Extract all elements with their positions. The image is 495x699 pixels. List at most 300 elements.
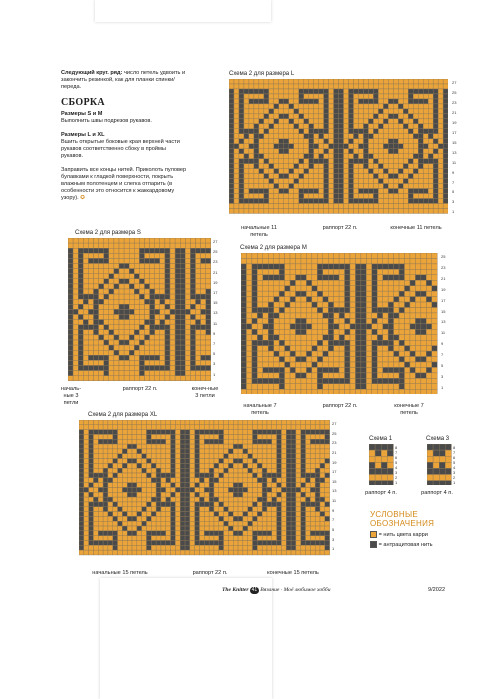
stitch-cell xyxy=(259,194,264,199)
stitch-cell xyxy=(286,497,291,502)
stitch-cell xyxy=(289,84,294,89)
stitch-cell xyxy=(415,264,420,269)
stitch-cell xyxy=(252,329,257,334)
stitch-cell xyxy=(274,324,279,329)
stitch-cell xyxy=(279,94,284,99)
stitch-cell xyxy=(252,346,257,351)
stitch-cell xyxy=(151,550,156,555)
stitch-cell xyxy=(294,189,299,194)
stitch-cell xyxy=(366,269,371,274)
stitch-cell xyxy=(279,164,284,169)
stitch-cell xyxy=(252,253,257,258)
stitch-cell xyxy=(89,497,94,502)
stitch-cell xyxy=(329,119,334,124)
stitch-cell xyxy=(254,119,259,124)
stitch-cell xyxy=(249,199,254,204)
stitch-cell xyxy=(286,521,291,526)
stitch-cell xyxy=(253,420,258,425)
stitch-cell xyxy=(252,280,257,285)
stitch-cell xyxy=(88,274,93,279)
stitch-cell xyxy=(262,531,267,536)
stitch-cell xyxy=(358,184,363,189)
stitch-cell xyxy=(294,169,299,174)
stitch-cell xyxy=(378,144,383,149)
stitch-cell xyxy=(309,174,314,179)
stitch-cell xyxy=(306,253,311,258)
stitch-cell xyxy=(315,449,320,454)
stitch-cell xyxy=(234,179,239,184)
stitch-cell xyxy=(294,164,299,169)
stitch-cell xyxy=(268,362,273,367)
stitch-cell xyxy=(145,371,150,376)
stitch-cell xyxy=(132,425,137,430)
stitch-cell xyxy=(317,286,322,291)
stitch-cell xyxy=(248,531,253,536)
stitch-cell xyxy=(263,280,268,285)
stitch-cell xyxy=(244,114,249,119)
stitch-cell xyxy=(310,468,315,473)
stitch-cell xyxy=(134,269,139,274)
stitch-cell xyxy=(272,434,277,439)
stitch-cell xyxy=(301,329,306,334)
stitch-cell xyxy=(209,468,214,473)
stitch-cell xyxy=(248,430,253,435)
stitch-cell xyxy=(109,248,114,253)
stitch-cell xyxy=(224,444,229,449)
stitch-cell xyxy=(339,389,344,394)
stitch-cell xyxy=(388,367,393,372)
stitch-cell xyxy=(196,360,201,365)
stitch-cell xyxy=(155,330,160,335)
stitch-cell xyxy=(291,468,296,473)
stitch-cell xyxy=(350,362,355,367)
stitch-cell xyxy=(146,512,151,517)
stitch-cell xyxy=(373,169,378,174)
stitch-cell xyxy=(329,134,334,139)
stitch-cell xyxy=(317,378,322,383)
stitch-cell xyxy=(248,463,253,468)
stitch-cell xyxy=(269,174,274,179)
stitch-cell xyxy=(269,149,274,154)
stitch-cell xyxy=(426,297,431,302)
stitch-cell xyxy=(314,114,319,119)
stitch-cell xyxy=(350,269,355,274)
stitch-cell xyxy=(377,324,382,329)
stitch-cell xyxy=(190,516,195,521)
stitch-cell xyxy=(200,512,205,517)
stitch-cell xyxy=(83,315,88,320)
stitch-cell xyxy=(315,516,320,521)
stitch-cell xyxy=(363,99,368,104)
row-number: 1 xyxy=(453,480,456,485)
stitch-cell xyxy=(98,492,103,497)
stitch-cell xyxy=(156,483,161,488)
stitch-cell xyxy=(124,304,129,309)
stitch-cell xyxy=(224,536,229,541)
stitch-cell xyxy=(393,189,398,194)
stitch-cell xyxy=(289,94,294,99)
stitch-cell xyxy=(257,318,262,323)
stitch-cell xyxy=(325,497,330,502)
stitch-cell xyxy=(323,335,328,340)
stitch-cell xyxy=(93,516,98,521)
stitch-cell xyxy=(171,439,176,444)
stitch-cell xyxy=(394,291,399,296)
stitch-cell xyxy=(372,357,377,362)
stitch-cell xyxy=(334,357,339,362)
stitch-cell xyxy=(190,309,195,314)
stitch-cell xyxy=(306,297,311,302)
stitch-cell xyxy=(161,425,166,430)
stitch-cell xyxy=(291,449,296,454)
stitch-cell xyxy=(156,463,161,468)
stitch-cell xyxy=(94,253,99,258)
stitch-cell xyxy=(306,286,311,291)
stitch-cell xyxy=(394,308,399,313)
stitch-cell xyxy=(257,531,262,536)
stitch-cell xyxy=(277,512,282,517)
stitch-cell xyxy=(443,184,448,189)
stitch-cell xyxy=(248,536,253,541)
stitch-cell xyxy=(377,318,382,323)
stitch-cell xyxy=(394,340,399,345)
stitch-cell xyxy=(156,473,161,478)
stitch-cell xyxy=(127,449,132,454)
stitch-cell xyxy=(224,478,229,483)
stitch-cell xyxy=(274,351,279,356)
stitch-cell xyxy=(306,430,311,435)
stitch-cell xyxy=(304,149,309,154)
stitch-cell xyxy=(155,366,160,371)
stitch-cell xyxy=(358,154,363,159)
stitch-cell xyxy=(239,119,244,124)
stitch-cell xyxy=(428,114,433,119)
stitch-cell xyxy=(393,119,398,124)
stitch-cell xyxy=(151,545,156,550)
stitch-cell xyxy=(279,269,284,274)
stitch-cell xyxy=(132,531,137,536)
stitch-cell xyxy=(262,468,267,473)
stitch-cell xyxy=(264,208,269,213)
stitch-cell xyxy=(156,545,161,550)
stitch-cell xyxy=(361,302,366,307)
stitch-cell xyxy=(180,340,185,345)
stitch-cell xyxy=(259,129,264,134)
stitch-cell xyxy=(262,420,267,425)
stitch-cell xyxy=(350,275,355,280)
stitch-cell xyxy=(248,487,253,492)
stitch-cell xyxy=(399,280,404,285)
stitch-cell xyxy=(296,492,301,497)
stitch-cell xyxy=(405,286,410,291)
stitch-cell xyxy=(328,357,333,362)
stitch-cell xyxy=(354,79,359,84)
stitch-cell xyxy=(418,129,423,134)
stitch-cell xyxy=(328,329,333,334)
stitch-cell xyxy=(423,94,428,99)
stitch-cell xyxy=(93,507,98,512)
stitch-cell xyxy=(387,450,393,456)
stitch-cell xyxy=(190,487,195,492)
stitch-cell xyxy=(151,468,156,473)
stitch-cell xyxy=(289,184,294,189)
row-number: 21 xyxy=(452,109,457,115)
stitch-cell xyxy=(415,286,420,291)
stitch-cell xyxy=(185,253,190,258)
stitch-cell xyxy=(289,204,294,209)
stitch-cell xyxy=(354,208,359,213)
stitch-cell xyxy=(229,119,234,124)
stitch-cell xyxy=(109,376,114,381)
stitch-cell xyxy=(185,289,190,294)
stitch-cell xyxy=(243,536,248,541)
stitch-cell xyxy=(315,550,320,555)
stitch-cell xyxy=(268,318,273,323)
stitch-cell xyxy=(320,545,325,550)
stitch-cell xyxy=(410,308,415,313)
stitch-cell xyxy=(301,492,306,497)
stitch-cell xyxy=(246,286,251,291)
stitch-cell xyxy=(257,297,262,302)
stitch-cell xyxy=(443,89,448,94)
stitch-cell xyxy=(134,325,139,330)
stitch-cell xyxy=(426,318,431,323)
stitch-cell xyxy=(349,144,354,149)
stitch-cell xyxy=(383,194,388,199)
stitch-cell xyxy=(433,468,439,474)
stitch-cell xyxy=(361,324,366,329)
stitch-cell xyxy=(268,373,273,378)
stitch-cell xyxy=(432,297,437,302)
stitch-cell xyxy=(309,79,314,84)
stitch-cell xyxy=(377,329,382,334)
stitch-cell xyxy=(104,376,109,381)
stitch-cell xyxy=(289,79,294,84)
stitch-cell xyxy=(259,89,264,94)
stitch-cell xyxy=(252,340,257,345)
stitch-cell xyxy=(146,454,151,459)
stitch-cell xyxy=(423,104,428,109)
stitch-cell xyxy=(89,492,94,497)
stitch-cell xyxy=(151,526,156,531)
stitch-cell xyxy=(224,516,229,521)
stitch-cell xyxy=(383,286,388,291)
stitch-cell xyxy=(320,541,325,546)
stitch-cell xyxy=(119,371,124,376)
stitch-cell xyxy=(324,189,329,194)
stitch-cell xyxy=(443,149,448,154)
stitch-cell xyxy=(274,159,279,164)
stitch-cell xyxy=(103,444,108,449)
stitch-cell xyxy=(238,463,243,468)
stitch-cell xyxy=(378,129,383,134)
stitch-cell xyxy=(104,320,109,325)
stitch-cell xyxy=(68,315,73,320)
stitch-cell xyxy=(426,275,431,280)
stitch-cell xyxy=(398,79,403,84)
stitch-cell xyxy=(170,304,175,309)
stitch-cell xyxy=(373,139,378,144)
stitch-cell xyxy=(150,284,155,289)
stitch-cell xyxy=(204,492,209,497)
stitch-cell xyxy=(418,194,423,199)
stitch-cell xyxy=(433,194,438,199)
stitch-cell xyxy=(229,199,234,204)
stitch-cell xyxy=(363,104,368,109)
stitch-cell xyxy=(281,454,286,459)
stitch-cell xyxy=(309,139,314,144)
stitch-cell xyxy=(79,420,84,425)
stitch-cell xyxy=(201,376,206,381)
stitch-cell xyxy=(201,330,206,335)
stitch-cell xyxy=(334,384,339,389)
stitch-cell xyxy=(363,129,368,134)
stitch-cell xyxy=(196,350,201,355)
stitch-cell xyxy=(354,159,359,164)
stitch-cell xyxy=(165,248,170,253)
stitch-cell xyxy=(383,258,388,263)
stitch-cell xyxy=(329,164,334,169)
stitch-cell xyxy=(301,545,306,550)
stitch-cell xyxy=(403,144,408,149)
stitch-cell xyxy=(339,144,344,149)
stitch-cell xyxy=(113,497,118,502)
stitch-cell xyxy=(263,313,268,318)
stitch-cell xyxy=(314,174,319,179)
stitch-cell xyxy=(104,284,109,289)
stitch-cell xyxy=(228,512,233,517)
stitch-cell xyxy=(98,439,103,444)
stitch-cell xyxy=(246,329,251,334)
stitch-cell xyxy=(127,536,132,541)
stitch-cell xyxy=(259,159,264,164)
stitch-cell xyxy=(426,389,431,394)
stitch-cell xyxy=(290,308,295,313)
stitch-cell xyxy=(279,384,284,389)
stitch-cell xyxy=(145,330,150,335)
stitch-cell xyxy=(325,545,330,550)
stitch-cell xyxy=(272,545,277,550)
stitch-cell xyxy=(381,475,387,481)
stitch-cell xyxy=(339,164,344,169)
stitch-cell xyxy=(129,289,134,294)
stitch-cell xyxy=(104,269,109,274)
stitch-cell xyxy=(398,89,403,94)
stitch-cell xyxy=(264,164,269,169)
stitch-cell xyxy=(393,184,398,189)
stitch-cell xyxy=(175,284,180,289)
stitch-cell xyxy=(224,439,229,444)
stitch-cell xyxy=(310,531,315,536)
stitch-cell xyxy=(249,194,254,199)
stitch-cell xyxy=(132,512,137,517)
stitch-cell xyxy=(79,444,84,449)
stitch-cell xyxy=(438,84,443,89)
text-column xyxy=(61,70,189,202)
stitch-cell xyxy=(165,355,170,360)
section-heading: СБОРКА xyxy=(61,97,105,108)
stitch-cell xyxy=(257,516,262,521)
stitch-cell xyxy=(132,541,137,546)
stitch-cell xyxy=(89,459,94,464)
stitch-cell xyxy=(119,258,124,263)
stitch-cell xyxy=(206,299,211,304)
stitch-cell xyxy=(312,378,317,383)
stitch-cell xyxy=(410,329,415,334)
row-number: 9 xyxy=(452,169,455,175)
stitch-cell xyxy=(399,308,404,313)
stitch-cell xyxy=(68,335,73,340)
stitch-cell xyxy=(150,253,155,258)
stitch-cell xyxy=(334,269,339,274)
stitch-cell xyxy=(421,308,426,313)
stitch-cell xyxy=(418,139,423,144)
stitch-cell xyxy=(160,360,165,365)
stitch-cell xyxy=(146,492,151,497)
stitch-cell xyxy=(170,320,175,325)
stitch-cell xyxy=(378,169,383,174)
stitch-cell xyxy=(279,189,284,194)
stitch-cell xyxy=(175,507,180,512)
stitch-cell xyxy=(137,444,142,449)
stitch-cell xyxy=(426,329,431,334)
stitch-cell xyxy=(122,531,127,536)
stitch-cell xyxy=(234,149,239,154)
stitch-cell xyxy=(99,320,104,325)
stitch-cell xyxy=(317,275,322,280)
stitch-cell xyxy=(166,541,171,546)
stitch-cell xyxy=(345,275,350,280)
stitch-cell xyxy=(200,521,205,526)
stitch-cell xyxy=(418,119,423,124)
stitch-cell xyxy=(263,286,268,291)
stitch-cell xyxy=(209,550,214,555)
stitch-cell xyxy=(319,104,324,109)
stitch-cell xyxy=(224,531,229,536)
stitch-cell xyxy=(286,463,291,468)
stitch-cell xyxy=(378,114,383,119)
stitch-cell xyxy=(170,315,175,320)
stitch-cell xyxy=(78,264,83,269)
stitch-cell xyxy=(361,373,366,378)
stitch-cell xyxy=(328,318,333,323)
stitch-cell xyxy=(171,468,176,473)
stitch-cell xyxy=(239,134,244,139)
stitch-cell xyxy=(253,444,258,449)
stitch-cell xyxy=(180,536,185,541)
stitch-cell xyxy=(185,545,190,550)
row-number: 4 xyxy=(453,465,456,470)
page-footer xyxy=(222,587,332,594)
stitch-cell xyxy=(344,134,349,139)
stitch-cell xyxy=(306,280,311,285)
stitch-cell xyxy=(253,521,258,526)
stitch-cell xyxy=(373,164,378,169)
stitch-cell xyxy=(403,124,408,129)
stitch-cell xyxy=(129,299,134,304)
stitch-cell xyxy=(279,253,284,258)
stitch-cell xyxy=(339,204,344,209)
stitch-cell xyxy=(301,335,306,340)
stitch-cell xyxy=(378,189,383,194)
stitch-cell xyxy=(408,174,413,179)
stitch-cell xyxy=(113,449,118,454)
stitch-cell xyxy=(175,545,180,550)
stitch-cell xyxy=(137,550,142,555)
stitch-cell xyxy=(377,335,382,340)
stitch-cell xyxy=(254,199,259,204)
stitch-cell xyxy=(264,79,269,84)
